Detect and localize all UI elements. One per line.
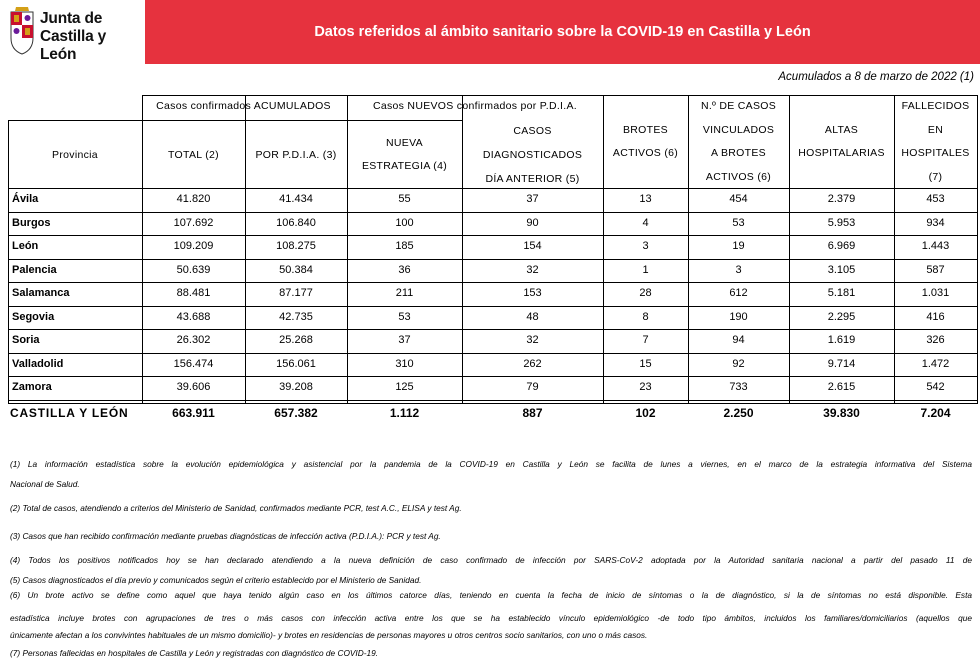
table-cell-provincia: Burgos xyxy=(12,217,51,229)
table-cell: 53 xyxy=(732,217,745,229)
page-header xyxy=(0,0,980,64)
table-cell: 3.105 xyxy=(827,264,856,276)
table-rule xyxy=(8,329,978,330)
col-vinc-l4: ACTIVOS (6) xyxy=(705,171,772,183)
table-rule xyxy=(142,120,463,121)
table-cell: 1.443 xyxy=(921,240,950,252)
footnote: (6) Un brote activo se define como aquel que haya tenido algún caso en los últimos catorce días, teniendo en cuenta la fecha de inicio de síntomas o la de diagnóstico, si la de síntomas no está disponible. Esta xyxy=(10,590,972,600)
table-cell: 88.481 xyxy=(176,287,211,299)
table-cell: 79 xyxy=(526,381,539,393)
col-total: TOTAL (2) xyxy=(168,149,219,161)
table-cell: 50.384 xyxy=(279,264,313,276)
total-cell: 7.204 xyxy=(920,406,951,420)
table-cell-provincia: Soria xyxy=(12,334,40,346)
table-cell-provincia: Zamora xyxy=(12,381,52,393)
table-cell-provincia: Palencia xyxy=(12,264,57,276)
table-cell: 55 xyxy=(398,193,411,205)
table-cell: 154 xyxy=(523,240,542,252)
col-casos-l2: DIAGNOSTICADOS xyxy=(482,149,583,161)
table-cell: 32 xyxy=(526,334,539,346)
table-cell: 733 xyxy=(729,381,748,393)
table-cell: 5.953 xyxy=(827,217,856,229)
table-cell: 1 xyxy=(642,264,649,276)
table-cell: 934 xyxy=(926,217,945,229)
table-cell: 42.735 xyxy=(279,311,313,323)
table-cell: 1.472 xyxy=(921,358,950,370)
jcyl-logo xyxy=(8,6,138,63)
table-cell: 15 xyxy=(639,358,652,370)
col-fall-l3: HOSPITALES xyxy=(901,147,970,159)
table-cell: 28 xyxy=(639,287,652,299)
table-cell: 50.639 xyxy=(176,264,211,276)
col-altas-l1: ALTAS xyxy=(824,124,859,136)
col-casos-l1: CASOS xyxy=(513,125,552,137)
table-cell: 1.619 xyxy=(827,334,856,346)
table-cell: 26.302 xyxy=(176,334,211,346)
table-cell: 2.379 xyxy=(827,193,856,205)
total-cell: 2.250 xyxy=(723,406,754,420)
col-brotes-l1: BROTES xyxy=(623,124,668,136)
table-cell: 310 xyxy=(395,358,414,370)
table-cell: 153 xyxy=(523,287,542,299)
footnote: únicamente afectan a los convivintes habituales de un mismo domicilio)- y brotes en residencias de personas mayores u otros centros socio sanitarios, con uno o más casos. xyxy=(10,630,648,640)
table-cell: 100 xyxy=(395,217,414,229)
footnote: (3) Casos que han recibido confirmación mediante pruebas diagnósticas de infección activa (P.D.I.A.): PCR y test Ag. xyxy=(10,531,441,541)
table-rule xyxy=(8,235,978,236)
table-cell: 19 xyxy=(732,240,745,252)
coat-of-arms-icon xyxy=(8,6,36,56)
table-cell: 190 xyxy=(729,311,748,323)
table-cell: 39.208 xyxy=(279,381,313,393)
footnote: (1) La información estadística sobre la evolución epidemiológica y asistencial por la pandemia de la COVID-19 en Castilla y León se facilita de lunes a viernes, en el marco de la estrategia informativa del Sistema xyxy=(10,459,972,469)
footnote: (7) Personas fallecidas en hospitales de Castilla y León y registradas con diagnóstico de COVID-19. xyxy=(10,648,379,658)
footnote: (5) Casos diagnosticados el día previo y comunicados según el criterio establecido por el Ministerio de Sanidad. xyxy=(10,575,422,585)
total-cell: 1.112 xyxy=(389,406,420,420)
table-cell: 8 xyxy=(642,311,649,323)
table-cell: 106.840 xyxy=(276,217,316,229)
table-cell-provincia: Ávila xyxy=(12,193,39,205)
table-cell: 326 xyxy=(926,334,945,346)
table-cell: 92 xyxy=(732,358,745,370)
table-rule xyxy=(8,306,978,307)
table-cell: 587 xyxy=(926,264,945,276)
table-cell: 94 xyxy=(732,334,745,346)
table-rule xyxy=(8,212,978,213)
footnote: (2) Total de casos, atendiendo a criterios del Ministerio de Sanidad, confirmados mediante PCR, test A.C., ELISA y test Ag. xyxy=(10,503,462,513)
table-rule xyxy=(8,282,978,283)
table-cell: 454 xyxy=(729,193,748,205)
footnote: (4) Todos los positivos notificados hoy se han declarado atendiendo a la nueva definición de caso confirmado de infección por SARS-CoV-2 adoptada por la Autoridad sanitaria nacional a partir del pasado 11 de xyxy=(10,555,972,565)
table-cell: 90 xyxy=(526,217,539,229)
table-cell: 5.181 xyxy=(827,287,856,299)
table-cell: 156.061 xyxy=(276,358,316,370)
col-casos-l3: DÍA ANTERIOR (5) xyxy=(485,173,580,185)
table-cell: 211 xyxy=(395,287,414,299)
table-cell: 7 xyxy=(642,334,649,346)
table-cell: 109.209 xyxy=(173,240,214,252)
col-provincia: Provincia xyxy=(52,149,98,161)
col-pdia: POR P.D.I.A. (3) xyxy=(255,149,337,161)
table-cell: 262 xyxy=(523,358,542,370)
footnote: estadística incluye brotes con agrupaciones de tres o más casos con infección activa entre los que se ha establecido vínculo epidemiológico -de todo tipo ámbitos, incluidos los familiares/domiciliarios (aquellos que xyxy=(10,613,972,623)
total-cell: 102 xyxy=(635,406,656,420)
table-cell: 13 xyxy=(639,193,652,205)
col-brotes-l2: ACTIVOS (6) xyxy=(612,147,679,159)
table-cell: 41.434 xyxy=(279,193,313,205)
table-rule xyxy=(8,400,978,401)
logo-line2: Castilla y León xyxy=(40,28,107,63)
report-date: Acumulados a 8 de marzo de 2022 (1) xyxy=(778,71,974,83)
table-cell: 156.474 xyxy=(173,358,214,370)
footnote: Nacional de Salud. xyxy=(10,479,80,489)
total-cell: 887 xyxy=(522,406,543,420)
group-nuevos: Casos NUEVOS confirmados por P.D.I.A. xyxy=(372,100,578,112)
total-cell: 657.382 xyxy=(274,406,318,420)
table-rule xyxy=(142,95,978,96)
col-fall-l1: FALLECIDOS xyxy=(901,100,970,112)
table-cell: 23 xyxy=(639,381,652,393)
table-cell: 185 xyxy=(395,240,414,252)
banner-title: Datos referidos al ámbito sanitario sobre la COVID-19 en Castilla y León xyxy=(314,24,811,40)
table-cell: 36 xyxy=(398,264,411,276)
table-cell: 108.275 xyxy=(276,240,316,252)
table-cell: 107.692 xyxy=(173,217,214,229)
table-cell: 416 xyxy=(926,311,945,323)
table-cell: 32 xyxy=(526,264,539,276)
table-cell: 6.969 xyxy=(827,240,856,252)
table-rule xyxy=(8,120,9,404)
table-rule xyxy=(977,95,978,404)
table-cell: 2.295 xyxy=(827,311,856,323)
table-rule xyxy=(8,403,978,404)
col-vinc-l1: N.º DE CASOS xyxy=(700,100,777,112)
table-cell: 37 xyxy=(526,193,539,205)
group-acumulados: Casos confirmados ACUMULADOS xyxy=(156,100,331,112)
table-cell: 1.031 xyxy=(921,287,950,299)
table-cell: 453 xyxy=(926,193,945,205)
table-cell: 87.177 xyxy=(279,287,313,299)
col-fall-l2: EN xyxy=(927,124,944,136)
table-cell: 3 xyxy=(735,264,742,276)
table-rule xyxy=(8,376,978,377)
table-rule xyxy=(8,120,143,121)
total-cell: 39.830 xyxy=(823,406,860,420)
total-label: CASTILLA Y LEÓN xyxy=(10,406,129,420)
col-fall-l4: (7) xyxy=(928,171,943,183)
table-cell-provincia: León xyxy=(12,240,39,252)
col-altas-l2: HOSPITALARIAS xyxy=(798,147,885,159)
total-cell: 663.911 xyxy=(172,406,215,420)
table-cell: 542 xyxy=(926,381,945,393)
table-rule xyxy=(8,353,978,354)
table-rule xyxy=(8,259,978,260)
table-cell: 612 xyxy=(729,287,748,299)
col-vinc-l2: VINCULADOS xyxy=(702,124,775,136)
table-cell: 4 xyxy=(642,217,649,229)
logo-line1: Junta de xyxy=(40,10,103,27)
table-cell-provincia: Valladolid xyxy=(12,358,64,370)
title-banner xyxy=(145,0,980,64)
table-cell-provincia: Segovia xyxy=(12,311,55,323)
table-cell: 53 xyxy=(398,311,411,323)
table-rule xyxy=(8,188,978,189)
table-cell: 37 xyxy=(398,334,411,346)
table-cell: 43.688 xyxy=(176,311,211,323)
table-cell: 9.714 xyxy=(827,358,856,370)
table-cell: 48 xyxy=(526,311,539,323)
table-cell: 3 xyxy=(642,240,649,252)
table-cell: 25.268 xyxy=(279,334,313,346)
col-nueva-l1: NUEVA xyxy=(386,137,423,149)
col-vinc-l3: A BROTES xyxy=(711,147,766,159)
table-cell: 39.606 xyxy=(176,381,211,393)
col-nueva-l2: ESTRATEGIA (4) xyxy=(361,160,448,172)
table-cell-provincia: Salamanca xyxy=(12,287,70,299)
table-cell: 2.615 xyxy=(827,381,856,393)
table-cell: 41.820 xyxy=(176,193,211,205)
table-cell: 125 xyxy=(395,381,414,393)
